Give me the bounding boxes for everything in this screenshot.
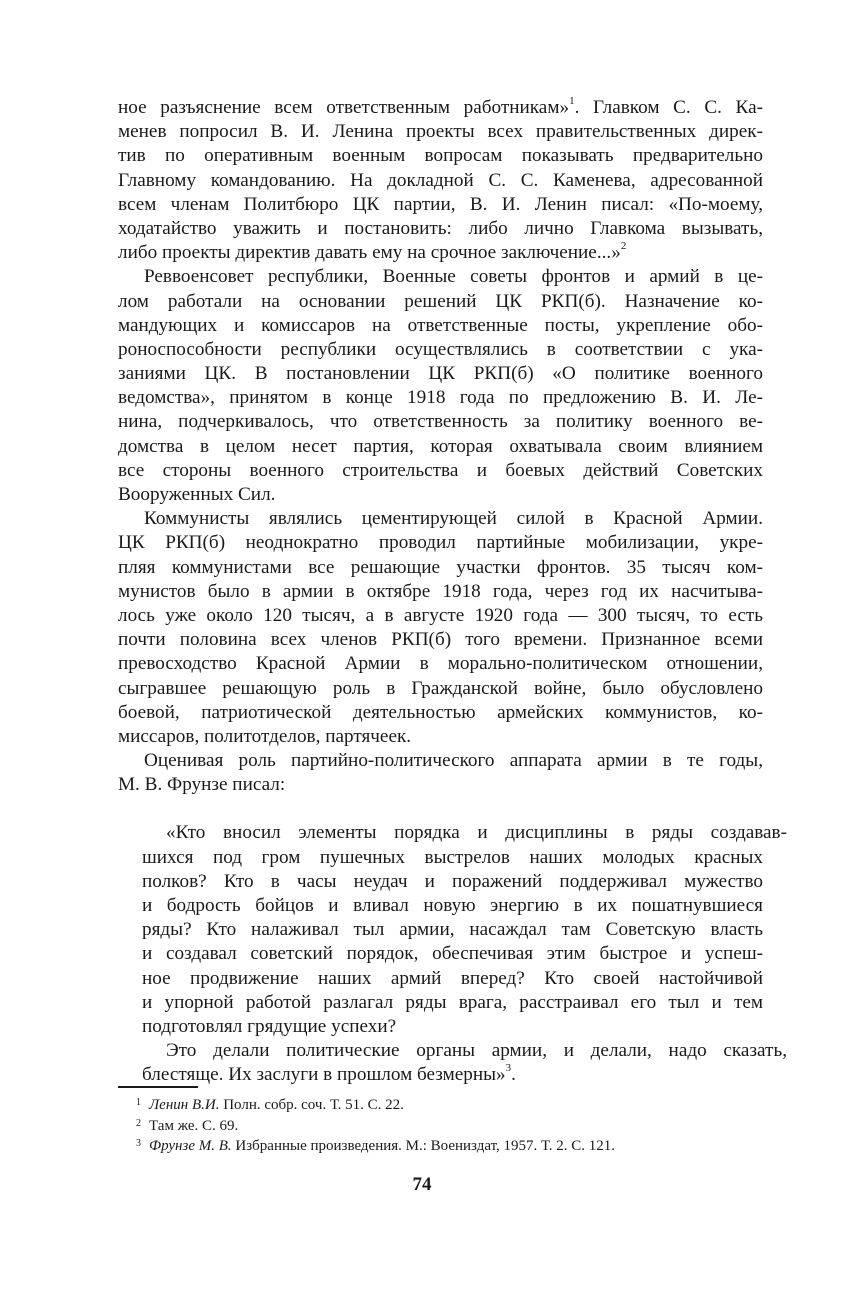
- quote-line: и упорной работой разлагал ряды врага, расстраивал его тыл и тем: [142, 991, 763, 1013]
- footnote-number: 2: [136, 1117, 141, 1129]
- text-line: мандующих и комиссаров на ответственные посты, укрепление обо-: [118, 314, 763, 336]
- quote-line: подготовлял грядущие успехи?: [142, 1015, 397, 1037]
- quote-line: и создавал советский порядок, обеспечивая этим быстрое и успеш-: [142, 943, 763, 965]
- text-line: боевой, патриотической деятельностью армейских коммунистов, ко-: [118, 701, 763, 723]
- page-number: 74: [412, 1174, 432, 1195]
- text-line: М. В. Фрунзе писал:: [118, 774, 286, 796]
- quote-line: полков? Кто в часы неудач и поражений поддерживал мужество: [142, 870, 763, 892]
- quote-line: «Кто вносил элементы порядка и дисциплины в ряды создавав-: [166, 822, 787, 844]
- text-line: ЦК РКП(б) неоднократно проводил партийные мобилизации, укре-: [118, 532, 763, 554]
- text-line: ное разъяснение всем ответственным работникам»$^1$. Главком С. С. Ка-: [118, 95, 763, 118]
- footnote-ref[interactable]: 2: [620, 240, 627, 253]
- quote-line: шихся под гром пушечных выстрелов наших молодых красных: [142, 846, 763, 868]
- text-line: ведомства», принятом в конце 1918 года по предложению В. И. Ле-: [118, 387, 763, 409]
- text-line: заниями ЦК. В постановлении ЦК РКП(б) «О политике военного: [118, 363, 763, 385]
- page-body: [118, 95, 787, 1088]
- text-line: лом работали на основании решений ЦК РКП(б). Назначение ко-: [118, 290, 763, 312]
- block-quote: [118, 821, 787, 1087]
- text-line: Вооруженных Сил.: [118, 484, 276, 505]
- text-line: лось уже около 120 тысяч, а в августе 1920 года — 300 тысяч, то есть: [118, 604, 763, 626]
- text-line: всем членам Политбюро ЦК партии, В. И. Ленин писал: «По-моему,: [118, 193, 763, 215]
- footnote: [136, 1093, 756, 1114]
- text-line: сыгравшее решающую роль в Гражданской войне, было обусловлено: [118, 677, 763, 699]
- footnote-text: Там же. С. 69.: [149, 1117, 239, 1134]
- text-line: Главному командованию. На докладной С. С. Каменева, адресованной: [118, 169, 763, 191]
- paragraph: [118, 96, 763, 265]
- text-line: миссаров, политотделов, партячеек.: [118, 725, 412, 747]
- footnote-text: Избранные произведения. М.: Воениздат, 1957. Т. 2. С. 121.: [231, 1138, 615, 1154]
- footnote-text: Полн. собр. соч. Т. 51. С. 22.: [219, 1097, 404, 1113]
- text-line: Оценивая роль партийно-политического аппарата армии в те годы,: [144, 750, 763, 772]
- text-line: менев попросил В. И. Ленина проекты всех правительственных дирек-: [118, 121, 763, 143]
- text-line: домства в целом несет партия, которая охватывала своим влиянием: [118, 435, 763, 457]
- footnote-number: 1: [136, 1097, 141, 1108]
- text-line: пляя коммунистами все решающие участки фронтов. 35 тысяч ком-: [118, 556, 763, 578]
- paragraph: [118, 749, 763, 797]
- footnote-author: Фрунзе М. В.: [149, 1138, 232, 1154]
- footnote-ref[interactable]: 1: [569, 95, 575, 107]
- quote-line: ряды? Кто налаживал тыл армии, насаждал там Советскую власть: [142, 919, 763, 941]
- text-line: нина, подчеркивалось, что ответственность за политику военного ве-: [118, 411, 763, 433]
- text-line: Коммунисты являлись цементирующей силой в Красной Армии.: [144, 508, 763, 530]
- quote-line: и бодрость бойцов и вливал новую энергию в их пошатнувшиеся: [142, 895, 763, 916]
- text-line: либо проекты директив давать ему на срочное заключение...»$^2$: [118, 240, 627, 264]
- paragraph: [118, 507, 763, 749]
- footnote-divider: [118, 1086, 198, 1088]
- text-line: роноспособности республики осуществлялись в соответствии с ука-: [118, 338, 763, 360]
- text-line: превосходство Красной Армии в морально-политическом отношении,: [118, 653, 763, 675]
- footnote-author: Ленин В.И.: [149, 1097, 220, 1113]
- quote-line: ное продвижение наших армий вперед? Кто своей настойчивой: [142, 967, 763, 989]
- text-line: почти половина всех членов РКП(б) того времени. Признанное всеми: [118, 629, 763, 651]
- footnote-number: 3: [136, 1138, 141, 1149]
- quote-line: блестяще. Их заслуги в прошлом безмерны»$^3$.: [142, 1062, 516, 1086]
- footnotes: [136, 1093, 756, 1155]
- footnote-ref[interactable]: 3: [505, 1062, 512, 1075]
- text-line: тив по оперативным военным вопросам показывать предварительно: [118, 145, 763, 167]
- footnote: [136, 1134, 756, 1155]
- paragraph: [118, 265, 763, 507]
- text-line: все стороны военного строительства и боевых действий Советских: [118, 459, 763, 481]
- quote-line: Это делали политические органы армии, и делали, надо сказать,: [166, 1040, 787, 1062]
- text-line: мунистов было в армии в октябре 1918 года, через год их насчитыва-: [118, 580, 763, 602]
- footnote: [136, 1114, 756, 1135]
- text-line: Реввоенсовет республики, Военные советы фронтов и армий в це-: [144, 266, 763, 288]
- text-line: ходатайство уважить и постановить: либо лично Главкома вызывать,: [118, 217, 763, 239]
